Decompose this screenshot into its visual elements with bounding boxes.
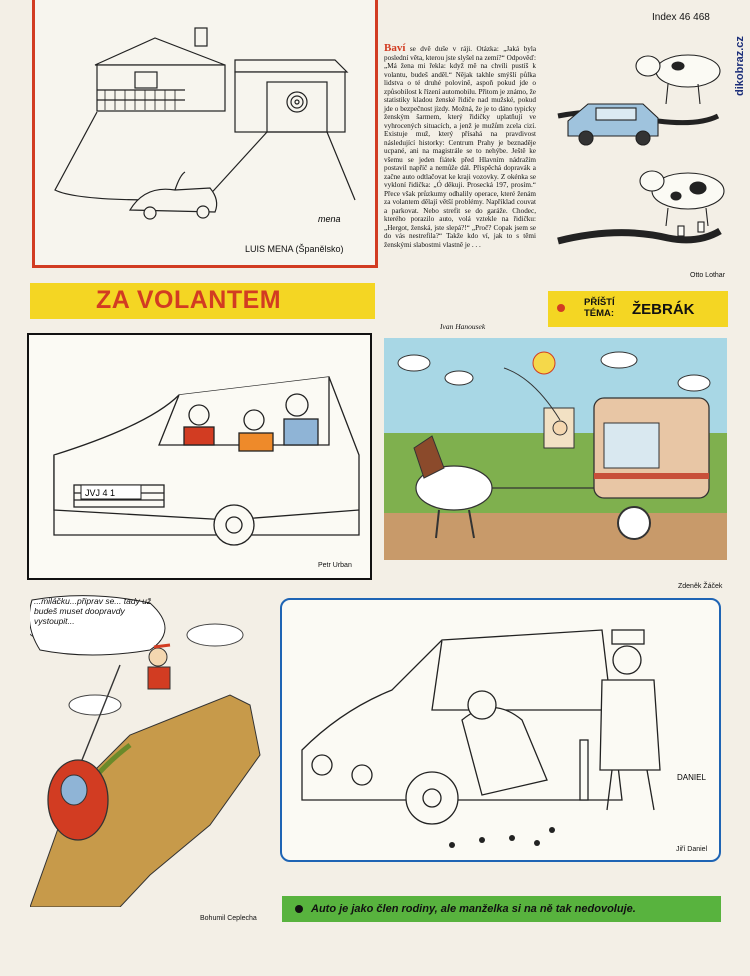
watermark: dikobraz.cz [734, 36, 746, 96]
zacek-cartoon-panel [384, 338, 727, 560]
horse-caravan-drawing [384, 338, 727, 560]
next-topic-value: ŽEBRÁK [632, 301, 695, 318]
next-label-line2: TÉMA: [584, 308, 615, 319]
quote-text: Auto je jako člen rodiny, ale manželka si na ně tak nedovoluje. [311, 903, 636, 915]
cliff-tow-drawing [30, 595, 270, 907]
cows-and-car-drawing [548, 26, 728, 290]
urban-caption: Petr Urban [318, 562, 352, 569]
ceplecha-cartoon [30, 595, 270, 907]
lothar-cartoon [548, 26, 728, 290]
next-label-line1: PŘÍŠTÍ [584, 297, 615, 308]
daniel-caption: Jiří Daniel [676, 846, 708, 853]
speech-bubble-text: ...miláčku...připrav se... tady už budeš muset doopravdy vystoupit... [34, 596, 152, 626]
index-number: Index 46 468 [652, 12, 710, 23]
daniel-signature: DANIEL [677, 773, 706, 782]
daniel-cartoon-panel [280, 598, 721, 862]
article-text [384, 44, 536, 334]
mena-signature: mena [318, 214, 341, 224]
ceplecha-caption: Bohumil Ceplecha [200, 915, 257, 922]
car-family-drawing [29, 335, 370, 578]
article-body: se dvě duše v ráji. Otázka: „Jaká byla poslední věta, kterou jste slyšel na zemi?“ Odpověď: „Má žena mi řekla: když mě na chvíli pustíš k volantu, budeš anděl.“ Nějak takhle smýšlí půlka lidstva o té druhé polovině, aspoň pokud jde o způsobilost k řízení automobilu. Přitom je známo, že statistiky kladou ženské řidiče nad mužské, pokud jde o bezpečnost jízdy. Možná, že je to dáno typicky ženským šarmem, který řidičky uplatňují ve vyhrocených situacích, a jenž je mužům zcela cizí. Existuje muž, který přísahá na pravdivost následující historky: Centrum Prahy je beznaděje ucpané, ani na magistrále se to nehýbe. Ještě ke všemu se jeden fiátek před Hlavním nádražím postavil napříč a nemůže dál. Přispěchá dopravák a začne auto odtlačovat ke kraji vozovky. Z okénka se vykloní řidička: „Ó děkuji. Prosecká 197, prosím.“ Přece však průzkumy odhalily operace, které ženám za volantem dělají větší problémy. Například couvat a parkovat. Nebo strefit se do garáže. Chodec, kterého porazilo auto, volá vztekle na řidičku: „Hergot, ženská, jste slepá?!“ „Proč? Copak jsem se do vás nestrefila?“ Takže kdo ví, jak to s těmi ženskými slabostmi vlastně je . . . [384, 45, 537, 249]
bullet-icon [557, 304, 565, 312]
urban-cartoon-panel [27, 333, 372, 580]
article-lead-word: Baví [384, 42, 406, 54]
next-topic-label [584, 297, 615, 319]
mena-caption: LUIS MENA (Španělsko) [245, 244, 344, 254]
page-title: ZA VOLANTEM [96, 286, 282, 314]
zacek-caption: Zdeněk Žáček [678, 583, 723, 590]
garage-parking-cartoon [35, 0, 375, 240]
lothar-caption: Otto Lothar [690, 272, 726, 279]
article-author: Ivan Hanousek [440, 322, 486, 331]
tire-change-drawing [282, 600, 719, 860]
bullet-icon [295, 905, 303, 913]
license-plate: JVJ 4 1 [85, 488, 116, 498]
mena-cartoon-panel [32, 0, 378, 268]
